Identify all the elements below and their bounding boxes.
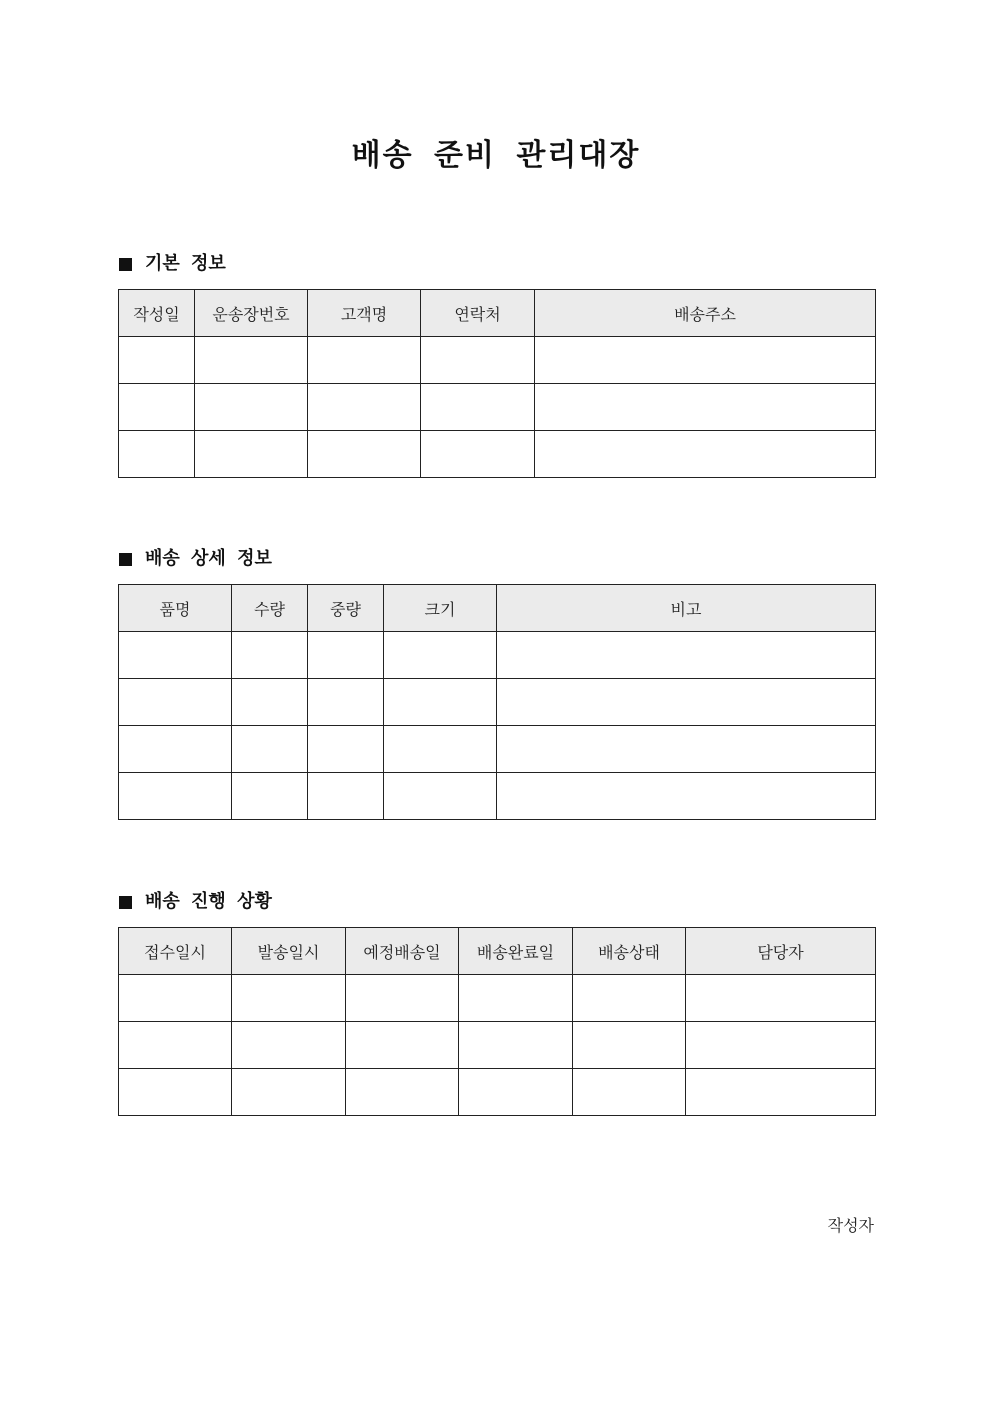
table-cell[interactable] [686, 1069, 876, 1116]
table-cell[interactable] [384, 726, 497, 773]
square-bullet-icon [119, 258, 132, 271]
table-cell[interactable] [573, 1022, 686, 1069]
square-bullet-icon [119, 553, 132, 566]
document-title: 배송 준비 관리대장 [351, 138, 641, 173]
column-header: 예정배송일 [346, 928, 459, 975]
table-cell[interactable] [384, 632, 497, 679]
table-cell[interactable] [308, 679, 384, 726]
table-row [119, 1069, 876, 1116]
table-cell[interactable] [232, 632, 308, 679]
table-cell[interactable] [421, 384, 535, 431]
table-cell[interactable] [119, 726, 232, 773]
table-cell[interactable] [535, 337, 876, 384]
section-heading-basic-info [119, 251, 226, 277]
table-header-row [119, 928, 876, 975]
table-cell[interactable] [346, 975, 459, 1022]
square-bullet-icon [119, 896, 132, 909]
table-cell[interactable] [119, 384, 195, 431]
column-header: 배송상태 [573, 928, 686, 975]
section-heading-label: 배송 진행 상황 [145, 891, 272, 912]
column-header: 배송주소 [535, 290, 876, 337]
column-header: 작성일 [119, 290, 195, 337]
table-row [119, 431, 876, 478]
shipping-progress-table [118, 927, 876, 1116]
table-cell[interactable] [232, 773, 308, 820]
column-header: 중량 [308, 585, 384, 632]
table-cell[interactable] [497, 773, 876, 820]
table-row [119, 773, 876, 820]
table-cell[interactable] [308, 726, 384, 773]
table-row [119, 726, 876, 773]
table-cell[interactable] [384, 773, 497, 820]
table-cell[interactable] [459, 975, 573, 1022]
section-heading-label: 기본 정보 [145, 253, 226, 274]
table-cell[interactable] [232, 1069, 346, 1116]
table-cell[interactable] [308, 773, 384, 820]
table-cell[interactable] [346, 1069, 459, 1116]
table-header-row [119, 585, 876, 632]
shipping-details-table [118, 584, 876, 820]
column-header: 발송일시 [232, 928, 346, 975]
table-cell[interactable] [119, 337, 195, 384]
table-cell[interactable] [308, 384, 421, 431]
table-row [119, 384, 876, 431]
table-cell[interactable] [573, 975, 686, 1022]
table-cell[interactable] [459, 1022, 573, 1069]
table-cell[interactable] [535, 384, 876, 431]
column-header: 크기 [384, 585, 497, 632]
table-cell[interactable] [232, 1022, 346, 1069]
section-heading-shipping-progress [119, 889, 272, 915]
table-cell[interactable] [232, 679, 308, 726]
table-cell[interactable] [195, 384, 308, 431]
table-cell[interactable] [308, 632, 384, 679]
table-cell[interactable] [686, 1022, 876, 1069]
table-cell[interactable] [308, 431, 421, 478]
table-cell[interactable] [232, 975, 346, 1022]
table-cell[interactable] [497, 632, 876, 679]
table-cell[interactable] [573, 1069, 686, 1116]
table-cell[interactable] [308, 337, 421, 384]
column-header: 비고 [497, 585, 876, 632]
table-cell[interactable] [119, 975, 232, 1022]
table-cell[interactable] [421, 431, 535, 478]
column-header: 품명 [119, 585, 232, 632]
table-row [119, 1022, 876, 1069]
table-cell[interactable] [119, 632, 232, 679]
column-header: 연락처 [421, 290, 535, 337]
table-cell[interactable] [535, 431, 876, 478]
column-header: 수량 [232, 585, 308, 632]
table-header-row [119, 290, 876, 337]
table-cell[interactable] [421, 337, 535, 384]
column-header: 배송완료일 [459, 928, 573, 975]
table-cell[interactable] [459, 1069, 573, 1116]
basic-info-table [118, 289, 876, 478]
table-row [119, 632, 876, 679]
table-cell[interactable] [195, 431, 308, 478]
table-cell[interactable] [686, 975, 876, 1022]
table-cell[interactable] [384, 679, 497, 726]
author-label: 작성자 [827, 1216, 874, 1235]
column-header: 접수일시 [119, 928, 232, 975]
table-cell[interactable] [119, 1022, 232, 1069]
table-row [119, 337, 876, 384]
column-header: 담당자 [686, 928, 876, 975]
table-cell[interactable] [497, 679, 876, 726]
table-row [119, 975, 876, 1022]
table-cell[interactable] [119, 773, 232, 820]
table-cell[interactable] [346, 1022, 459, 1069]
table-cell[interactable] [119, 1069, 232, 1116]
column-header: 고객명 [308, 290, 421, 337]
table-cell[interactable] [119, 679, 232, 726]
table-cell[interactable] [232, 726, 308, 773]
table-row [119, 679, 876, 726]
section-heading-label: 배송 상세 정보 [145, 548, 272, 569]
section-heading-shipping-details [119, 546, 272, 572]
table-cell[interactable] [195, 337, 308, 384]
column-header: 운송장번호 [195, 290, 308, 337]
table-cell[interactable] [119, 431, 195, 478]
table-cell[interactable] [497, 726, 876, 773]
